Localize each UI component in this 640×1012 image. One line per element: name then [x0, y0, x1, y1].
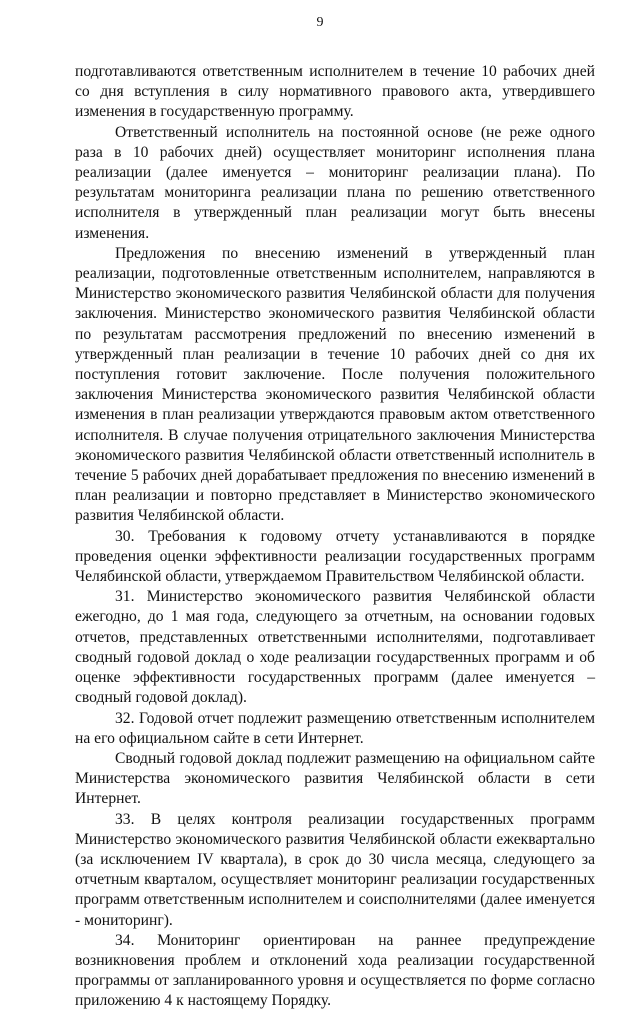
paragraph-annual-report-publication: Сводный годовой доклад подлежит размещению на официальном сайте Министерства экономического развития Челябинской области в сети Интернет.: [75, 749, 595, 808]
document-body: [75, 62, 595, 1012]
paragraph-item-32: 32. Годовой отчет подлежит размещению ответственным исполнителем на его официальном сайте в сети Интернет.: [75, 709, 595, 747]
paragraph-item-31: 31. Министерство экономического развития Челябинской области ежегодно, до 1 мая года, следующего за отчетным, на основании годовых отчетов, представленных ответственными исполнителями, подготавливает сводный годовой доклад о ходе реализации государственных программ и об оценке эффективности государственных программ (далее именуется – сводный годовой доклад).: [75, 588, 595, 707]
paragraph-item-30: 30. Требования к годовому отчету устанавливаются в порядке проведения оценки эффективности реализации государственных программ Челябинской области, утверждаемом Правительством Челябинской области.: [75, 527, 595, 586]
page-number: 9: [316, 15, 324, 30]
paragraph-plan-changes: Предложения по внесению изменений в утвержденный план реализации, подготовленные ответственным исполнителем, направляются в Министерство экономического развития Челябинской области для получения заключения. Министерство экономического развития Челябинской области по результатам рассмотрения предложений по внесению изменений в утвержденный план реализации в течение 10 рабочих дней со дня их поступления готовит заключение. После получения положительного заключения Министерства экономического развития Челябинской области изменения в план реализации утверждаются правовым актом ответственного исполнителя. В случае получения отрицательного заключения Министерства экономического развития Челябинской области ответственный исполнитель в течение 5 рабочих дней дорабатывает предложения по внесению изменений в план реализации и повторно представляет в Министерство экономического развития Челябинской области.: [75, 244, 595, 525]
paragraph-continuation: подготавливаются ответственным исполнителем в течение 10 рабочих дней со дня вступления в силу нормативного правового акта, утвердившего изменения в государственную программу.: [75, 63, 595, 121]
paragraph-item-33: 33. В целях контроля реализации государственных программ Министерство экономического развития Челябинской области ежеквартально (за исключением IV квартала), в срок до 30 числа месяца, следующего за отчетным кварталом, осуществляет мониторинг реализации государственных программ ответственным исполнителем и соисполнителями (далее именуется - мониторинг).: [75, 810, 595, 929]
paragraph-monitoring-plan: Ответственный исполнитель на постоянной основе (не реже одного раза в 10 рабочих дней) осуществляет мониторинг исполнения плана реализации (далее именуется – мониторинг реализации плана). По результатам мониторинга реализации плана по решению ответственного исполнителя в утвержденный план реализации могут быть внесены изменения.: [75, 123, 595, 242]
paragraph-item-34: 34. Мониторинг ориентирован на раннее предупреждение возникновения проблем и отклонений хода реализации государственной программы от запланированного уровня и осуществляется по форме согласно приложению 4 к настоящему Порядку.: [75, 931, 595, 1010]
